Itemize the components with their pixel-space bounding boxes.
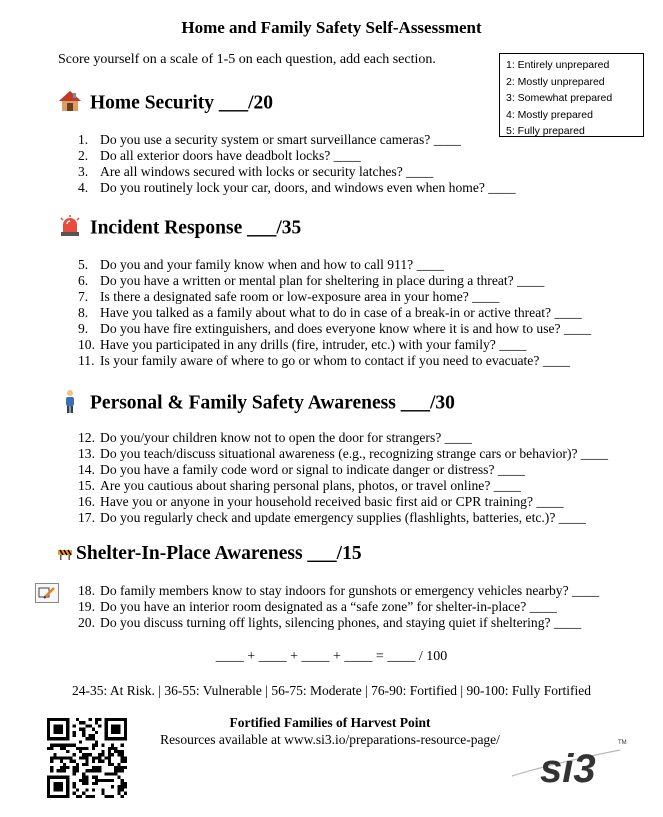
svg-text:si3: si3 [540,747,596,790]
question-list-shelter-in-place [78,583,599,631]
legend-item: 3: Somewhat prepared [506,92,613,104]
question-item: 19. Do you have an interior room designated as a “safe zone” for shelter-in-place? ____ [78,599,557,614]
question-item: 6. Do you have a written or mental plan for sheltering in place during a threat? ____ [78,273,545,288]
question-list-incident-response [78,257,591,369]
person-icon [58,389,82,419]
score-scale: 24-35: At Risk. | 36-55: Vulnerable | 56-75: Moderate | 76-90: Fortified | 90-100: Fully Fortified [72,683,591,698]
question-item: 17. Do you regularly check and update emergency supplies (flashlights, batteries, etc.)? ____ [78,510,586,525]
question-item: 12. Do you/your children know not to open the door for strangers? ____ [78,430,472,445]
question-item: 1. Do you use a security system or smart surveillance cameras? ____ [78,132,461,147]
total-score-formula: ____ + ____ + ____ + ____ = ____ / 100 [215,649,448,664]
house-icon [58,90,82,118]
organization-name: Fortified Families of Harvest Point [229,715,431,730]
legend-item: 2: Mostly unprepared [506,75,605,88]
barrier-icon [58,544,72,566]
legend-item: 5: Fully prepared [506,125,585,137]
question-item: 3. Are all windows secured with locks or security latches? ____ [78,164,434,179]
question-item: 20. Do you discuss turning off lights, silencing phones, and staying quiet if sheltering? ____ [78,615,582,630]
question-item: 13. Do you teach/discuss situational awareness (e.g., recognizing strange cars or behavior)? ____ [78,446,609,461]
section-heading-home-security: Home Security ___/20 [58,90,273,118]
section-heading-shelter-in-place: Shelter-In-Place Awareness ___/15 [58,543,362,566]
question-item: 8. Have you talked as a family about what to do in case of a break-in or active threat? ____ [78,305,582,320]
question-item: 18. Do family members know to stay indoors for gunshots or emergency vehicles nearby? ____ [78,583,600,598]
siren-icon [58,215,82,243]
score-legend [499,53,644,137]
legend-item: 4: Mostly prepared [506,108,593,121]
question-item: 5. Do you and your family know when and how to call 911? ____ [78,257,444,272]
question-list-personal-safety [78,430,608,526]
question-item: 10. Have you participated in any drills (fire, intruder, etc.) with your family? ____ [78,337,527,352]
legend-item: 1: Entirely unprepared [506,59,610,71]
section-heading-incident-response: Incident Response ___/35 [58,215,301,243]
page-title: Home and Family Safety Self-Assessment [181,18,482,37]
question-item: 7. Is there a designated safe room or low-exposure area in your home? ____ [78,289,500,304]
section-heading-personal-safety: Personal & Family Safety Awareness ___/30 [58,389,455,419]
question-item: 2. Do all exterior doors have deadbolt locks? ____ [78,148,361,163]
question-item: 11. Is your family aware of where to go or whom to contact if you need to evacuate? ____ [78,353,570,368]
question-item: 4. Do you routinely lock your car, doors, and windows even when home? ____ [78,180,516,195]
si3-logo [510,730,630,790]
instructions: Score yourself on a scale of 1-5 on each question, add each section. [58,52,436,67]
question-item: 16. Have you or anyone in your household received basic first aid or CPR training? ____ [78,494,564,509]
resources-link[interactable]: Resources available at www.si3.io/preparations-resource-page/ [160,732,500,747]
question-list-home-security [78,132,516,196]
qr-code [47,718,127,798]
svg-text:TM: TM [618,740,627,746]
edit-note-icon [35,583,59,603]
question-item: 14. Do you have a family code word or signal to indicate danger or distress? ____ [78,462,526,477]
question-item: 9. Do you have fire extinguishers, and does everyone know where it is and how to use? ____ [78,321,592,336]
question-item: 15. Are you cautious about sharing personal plans, photos, or travel online? ____ [78,478,521,493]
